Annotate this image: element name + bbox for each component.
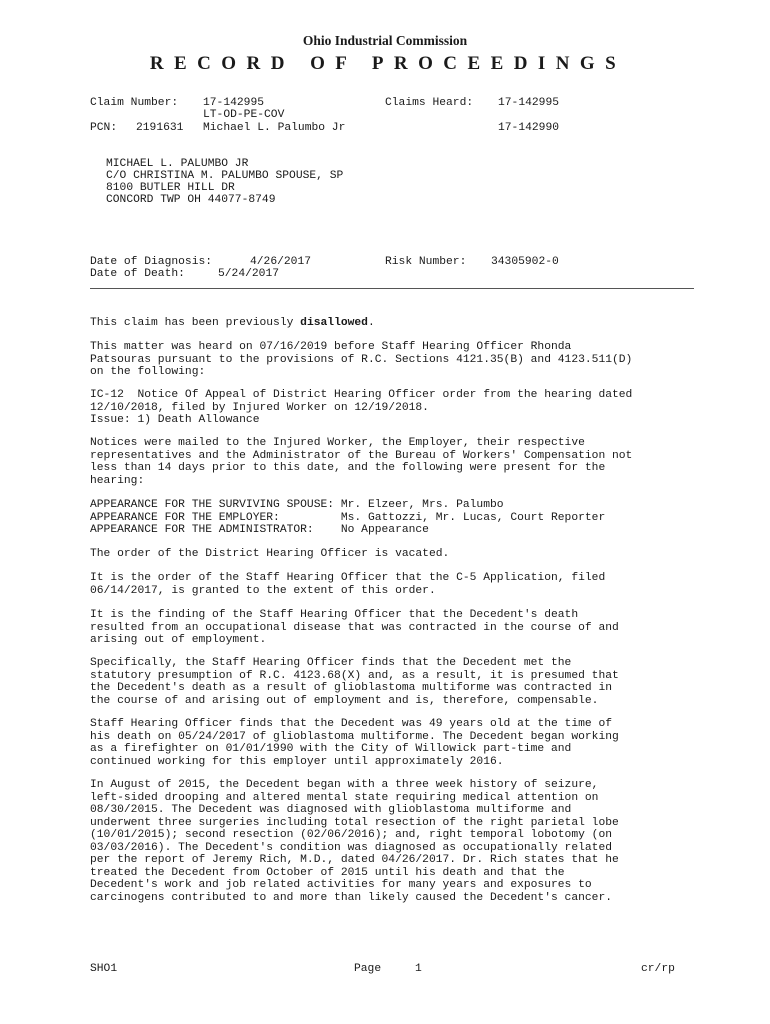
address-line: MICHAEL L. PALUMBO JR bbox=[106, 158, 249, 170]
claim-number-label: Claim Number: bbox=[90, 97, 179, 109]
disallowed-prefix: This claim has been previously bbox=[90, 317, 301, 329]
pcn-label: PCN: bbox=[90, 122, 118, 134]
pcn-number: 2191631 bbox=[136, 122, 184, 134]
disallowed-suffix: . bbox=[367, 317, 375, 329]
horizontal-rule bbox=[90, 288, 694, 289]
disallowed-word: disallowed bbox=[300, 317, 368, 329]
claims-heard-2: 17-142990 bbox=[498, 122, 560, 134]
death-date: 5/24/2017 bbox=[218, 268, 280, 280]
appeal-paragraph: IC-12 Notice Of Appeal of District Hearing Officer order from the hearing dated 12/10/2018, filed by Injured Worker on 12/19/2018. Issue: 1) Death Allowance bbox=[90, 389, 633, 426]
finding-paragraph: It is the finding of the Staff Hearing Officer that the Decedent's death resulted from an occupational disease that was contracted in the course of and arising out of employment. bbox=[90, 609, 619, 646]
address-line: CONCORD TWP OH 44077-8749 bbox=[106, 194, 276, 206]
risk-label: Risk Number: bbox=[385, 256, 467, 268]
appearances-block: APPEARANCE FOR THE SURVIVING SPOUSE: Mr. Elzeer, Mrs. Palumbo APPEARANCE FOR THE EMPLOYER: Ms. Gattozzi, Mr. Lucas, Court Reporter APPEARANCE FOR THE ADMINISTRATOR: No Appearance bbox=[90, 499, 606, 536]
hearing-paragraph: This matter was heard on 07/16/2019 before Staff Hearing Officer Rhonda Patsouras pursuant to the provisions of R.C. Sections 4121.35(B) and 4123.511(D) on the following: bbox=[90, 341, 633, 378]
commission-name: Ohio Industrial Commission bbox=[302, 33, 468, 48]
vacated-paragraph: The order of the District Hearing Officer is vacated. bbox=[90, 548, 450, 560]
diagnosis-label: Date of Diagnosis: bbox=[90, 256, 213, 268]
document-title: RECORD OF PROCEEDINGS bbox=[149, 53, 627, 74]
notices-paragraph: Notices were mailed to the Injured Worker, the Employer, their respective representatives and the Administrator of the Bureau of Workers' Compensation not less than 14 days prior to this date, and the following were present for the hearing: bbox=[90, 437, 633, 487]
page-number: 1 bbox=[415, 963, 422, 975]
order-paragraph: It is the order of the Staff Hearing Officer that the C-5 Application, filed 06/14/2017, is granted to the extent of this order. bbox=[90, 572, 606, 597]
claim-type: LT-OD-PE-COV bbox=[203, 109, 285, 121]
age-paragraph: Staff Hearing Officer finds that the Decedent was 49 years old at the time of his death on 05/24/2017 of glioblastoma multiforme. The Decedent began working as a firefighter on 01/01/1990 with the City of Willowick part-time and continued working for this employer until approximately 2016. bbox=[90, 718, 619, 768]
address-line: C/O CHRISTINA M. PALUMBO SPOUSE, SP bbox=[106, 170, 344, 182]
claim-number: 17-142995 bbox=[203, 97, 265, 109]
claims-heard-1: 17-142995 bbox=[498, 97, 560, 109]
claimant-name: Michael L. Palumbo Jr bbox=[203, 122, 346, 134]
risk-number: 34305902-0 bbox=[491, 256, 559, 268]
history-paragraph: In August of 2015, the Decedent began with a three week history of seizure, left-sided drooping and altered mental state requiring medical attention on 08/30/2015. The Decedent was diagnosed with glioblastoma multiforme and underwent three surgeries including total resection of the right parietal lobe (10/01/2015); second resection (02/06/2016); and, right temporal lobotomy (on 03/03/2016). The Decedent's condition was diagnosed as occupationally related per the report of Jeremy Rich, M.D., dated 04/26/2017. Dr. Rich states that he treated the Decedent from October of 2015 until his death and that the Decedent's work and job related activities for many years and exposures to carcinogens contributed to and more than likely caused the Decedent's cancer. bbox=[90, 779, 619, 904]
disallowed-statement bbox=[90, 317, 700, 330]
footer-initials: cr/rp bbox=[641, 963, 675, 975]
address-line: 8100 BUTLER HILL DR bbox=[106, 182, 235, 194]
death-label: Date of Death: bbox=[90, 268, 185, 280]
diagnosis-date: 4/26/2017 bbox=[250, 256, 312, 268]
page-label: Page bbox=[354, 963, 382, 975]
claims-heard-label: Claims Heard: bbox=[385, 97, 474, 109]
footer-code: SHO1 bbox=[90, 963, 118, 975]
specifically-paragraph: Specifically, the Staff Hearing Officer finds that the Decedent met the statutory presumption of R.C. 4123.68(X) and, as a result, it is presumed that the Decedent's death as a result of glioblastoma multiforme was contracted in the course of and arising out of employment and is, therefore, compensable. bbox=[90, 657, 619, 707]
